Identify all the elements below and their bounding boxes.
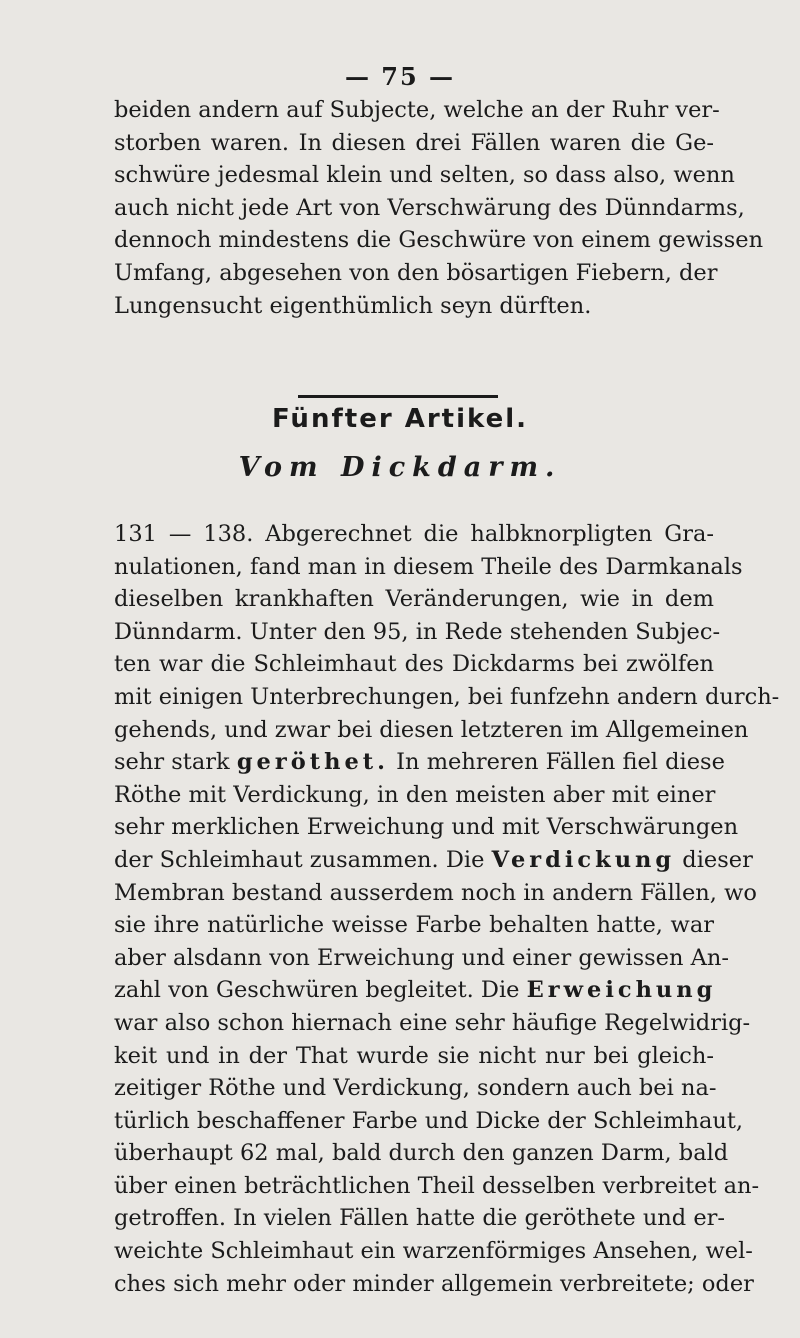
top-paragraph [114,94,764,322]
text-line: Lungensucht eigenthümlich seyn dürften. [114,292,592,319]
article-title: Fünfter Artikel. [271,404,529,434]
article-subtitle: Vom Dickdarm. [238,452,562,483]
text-line: weichte Schleimhaut ein warzenförmiges Ansehen, wel- [114,1238,753,1265]
text-line: sehr merklichen Erweichung und mit Verschwärungen [114,814,739,841]
text-line: sehr stark geröthet. In mehreren Fällen fiel diese [114,749,725,776]
text-line: ten war die Schleimhaut des Dickdarms bei zwölfen [114,651,714,678]
emphasized-word: Erweichung [526,977,717,1004]
text-line: auch nicht jede Art von Verschwärung des Dünndarms, [114,194,745,221]
text-line: aber alsdann von Erweichung und einer gewissen An- [114,944,729,971]
text-line: ches sich mehr oder minder allgemein verbreitete; oder [114,1270,754,1297]
text-line: dieselben krankhaften Veränderungen, wie in dem [114,586,714,613]
text-line: türlich beschaffener Farbe und Dicke der Schleimhaut, [114,1107,744,1134]
text-line: war also schon hiernach eine sehr häufige Regelwidrig- [114,1009,751,1036]
text-line: Dünndarm. Unter den 95, in Rede stehenden Subjec- [114,618,721,645]
text-line: beiden andern auf Subjecte, welche an der Ruhr ver- [114,97,720,123]
text-line: Membran bestand ausserdem noch in andern Fällen, wo [114,879,757,906]
text-line: der Schleimhaut zusammen. Die Verdickung dieser [114,846,753,873]
text-line: getroffen. In vielen Fällen hatte die geröthete und er- [114,1205,726,1232]
text-line: zahl von Geschwüren begleitet. Die Erweichung [114,977,717,1004]
page-number: — 75 — [344,62,456,91]
section-divider [298,395,498,398]
text-line: über einen beträchtlichen Theil desselben verbreitet an- [114,1172,760,1199]
text-line: sie ihre natürliche weisse Farbe behalten hatte, war [114,912,714,939]
text-line: 131 — 138. Abgerechnet die halbknorpligten Gra- [114,521,714,547]
text-line: gehends, und zwar bei diesen letzteren im Allgemeinen [114,716,749,743]
emphasized-word: geröthet. [236,749,390,776]
text-line: Umfang, abgesehen von den bösartigen Fiebern, der [114,259,718,286]
text-line: überhaupt 62 mal, bald durch den ganzen Darm, bald [114,1140,729,1167]
text-line: dennoch mindestens die Geschwüre von einem gewissen [114,227,764,254]
text-line: storben waren. In diesen drei Fällen waren die Ge- [114,129,714,156]
body-paragraph [114,518,780,1300]
text-line: keit und in der That wurde sie nicht nur bei gleich- [114,1042,714,1069]
text-line: Röthe mit Verdickung, in den meisten aber mit einer [114,781,716,808]
text-line: nulationen, fand man in diesem Theile des Darmkanals [114,553,743,580]
text-line: zeitiger Röthe und Verdickung, sondern auch bei na- [114,1075,717,1102]
emphasized-word: Verdickung [491,846,676,873]
text-line: mit einigen Unterbrechungen, bei funfzehn andern durch- [114,683,780,710]
text-line: schwüre jedesmal klein und selten, so dass also, wenn [114,162,735,189]
